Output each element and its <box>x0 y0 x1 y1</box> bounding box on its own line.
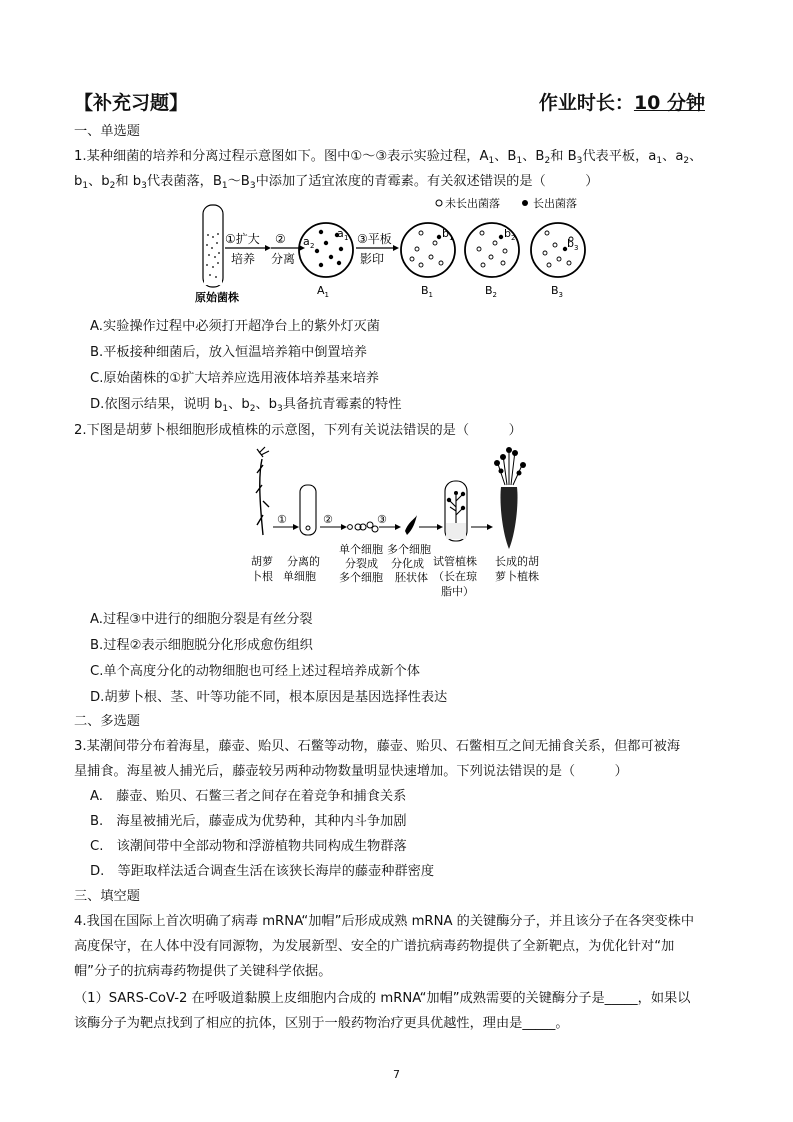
q2-figure <box>245 445 565 605</box>
step1-sub: 培养 <box>231 252 256 266</box>
q3-option-c: C. 该潮间带中全部动物和浮游植物共同构成生物群落 <box>90 839 407 854</box>
q2-option-c: C.单个高度分化的动物细胞也可经上述过程培养成新个体 <box>90 664 420 679</box>
svg-text:分裂成: 分裂成 <box>345 557 378 570</box>
step1-label: ①扩大 <box>225 232 260 246</box>
svg-text:②: ② <box>323 513 333 526</box>
svg-text:3: 3 <box>574 244 579 252</box>
duration-value: 10 分钟 <box>633 92 705 114</box>
step3-label: ③平板 <box>357 232 392 246</box>
section-fill-in: 三、填空题 <box>74 889 140 904</box>
q4-line3: 帽”分子的抗病毒药物提供了关键科学依据。 <box>74 964 332 979</box>
svg-text:多个细胞: 多个细胞 <box>339 571 383 584</box>
section-multi-choice: 二、多选题 <box>74 714 140 729</box>
q1-stem-line1: 1.某种细菌的培养和分离过程示意图如下。图中①～③表示实验过程，$A_1$、$B_1$、$B_2$和 $B_3$代表平板，$a_1$、$a_2$、 <box>74 149 703 166</box>
page-number: 7 <box>393 1068 400 1081</box>
svg-text:脂中）: 脂中） <box>441 585 474 598</box>
legend-no-colony: 未长出菌落 <box>445 197 500 210</box>
q2-stem: 2.下图是胡萝卜根细胞形成植株的示意图，下列有关说法错误的是（ ） <box>74 423 522 438</box>
q2-option-b: B.过程②表示细胞脱分化形成愈伤组织 <box>90 638 313 653</box>
svg-text:③: ③ <box>377 513 387 526</box>
svg-text:胚状体: 胚状体 <box>395 571 428 584</box>
section-header: 【补充习题】 <box>74 92 189 114</box>
q1-option-b: B.平板接种细菌后，放入恒温培养箱中倒置培养 <box>90 345 367 360</box>
plate-b3-label: $B_3$ <box>551 284 564 299</box>
q1-option-a: A.实验操作过程中必须打开超净台上的紫外灯灭菌 <box>90 319 380 334</box>
q4-line4: （1）SARS-CoV-2 在呼吸道黏膜上皮细胞内合成的 mRNA“加帽”成熟需要的关键酶分子是_____，如果以 <box>74 991 691 1006</box>
svg-text:a: a <box>303 235 310 248</box>
q4-line1: 4.我国在国际上首次明确了病毒 mRNA“加帽”后形成成熟 mRNA 的关键酶分子，并且该分子在各突变株中 <box>74 914 695 929</box>
q4-line2: 高度保守，在人体中没有同源物，为发展新型、安全的广谱抗病毒药物提供了全新靶点，为优化针对“加 <box>74 939 675 954</box>
q3-stem-line1: 3.某潮间带分布着海星，藤壶、贻贝、石鳖等动物，藤壶、贻贝、石鳖相互之间无捕食关系，但都可被海 <box>74 739 681 754</box>
q2-option-d: D.胡萝卜根、茎、叶等功能不同，根本原因是基因选择性表达 <box>90 690 448 705</box>
step2-sub: 分离 <box>271 252 296 266</box>
q1-option-d: D.依图示结果，说明 $b_1$、$b_2$、$b_3$具备抗青霉素的特性 <box>90 397 402 414</box>
svg-text:①: ① <box>277 513 287 526</box>
q2-option-a: A.过程③中进行的细胞分裂是有丝分裂 <box>90 612 313 627</box>
svg-text:2: 2 <box>310 242 315 250</box>
duration-label: 作业时长： <box>538 92 634 114</box>
step3-sub: 影印 <box>360 252 385 266</box>
plate-b2-label: $B_2$ <box>485 284 498 299</box>
q3-option-a: A. 藤壶、贻贝、石鳖三者之间存在着竞争和捕食关系 <box>90 789 407 804</box>
svg-text:胡萝: 胡萝 <box>251 555 273 568</box>
homework-duration <box>539 88 705 115</box>
svg-text:b: b <box>567 237 574 250</box>
svg-text:2: 2 <box>511 234 516 242</box>
svg-text:（长在琼: （长在琼 <box>433 570 477 583</box>
svg-text:b: b <box>442 227 449 240</box>
svg-text:1: 1 <box>449 234 454 242</box>
q3-stem-line2: 星捕食。海星被人捕光后，藤壶较另两种动物数量明显快速增加。下列说法错误的是（ ） <box>74 764 628 779</box>
svg-text:多个细胞: 多个细胞 <box>387 543 431 556</box>
svg-text:卜根: 卜根 <box>251 570 273 583</box>
q1-option-c: C.原始菌株的①扩大培养应选用液体培养基来培养 <box>90 371 379 386</box>
q1-stem-line2: $b_1$、$b_2$和 $b_3$代表菌落，$B_1\sim B_3$中添加了适宜浓度的青霉素。有关叙述错误的是（ ） <box>74 174 599 191</box>
q3-option-d: D. 等距取样法适合调查生活在该狭长海岸的藤壶种群密度 <box>90 864 435 879</box>
svg-text:b: b <box>504 227 511 240</box>
svg-text:试管植株: 试管植株 <box>433 555 477 568</box>
section-single-choice: 一、单选题 <box>74 124 140 139</box>
svg-text:分化成: 分化成 <box>391 557 424 570</box>
plate-b1-label: $B_1$ <box>421 284 434 299</box>
tube-label: 原始菌株 <box>195 291 239 303</box>
q4-line5: 该酶分子为靶点找到了相应的抗体，区别于一般药物治疗更具优越性，理由是_____。 <box>74 1016 569 1031</box>
svg-text:1: 1 <box>344 234 349 242</box>
svg-text:长成的胡: 长成的胡 <box>495 555 539 568</box>
svg-text:单个细胞: 单个细胞 <box>339 543 383 556</box>
svg-text:分离的: 分离的 <box>287 555 320 568</box>
svg-text:a: a <box>337 227 344 240</box>
svg-text:萝卜植株: 萝卜植株 <box>495 570 539 583</box>
step2-label: ② <box>275 232 286 246</box>
svg-text:单细胞: 单细胞 <box>283 570 316 583</box>
plate-a1 <box>299 223 353 277</box>
q1-figure <box>195 193 605 303</box>
plate-a1-label: $A_1$ <box>317 284 329 299</box>
legend-colony: 长出菌落 <box>533 197 577 210</box>
q3-option-b: B. 海星被捕光后，藤壶成为优势种，其种内斗争加剧 <box>90 814 407 829</box>
